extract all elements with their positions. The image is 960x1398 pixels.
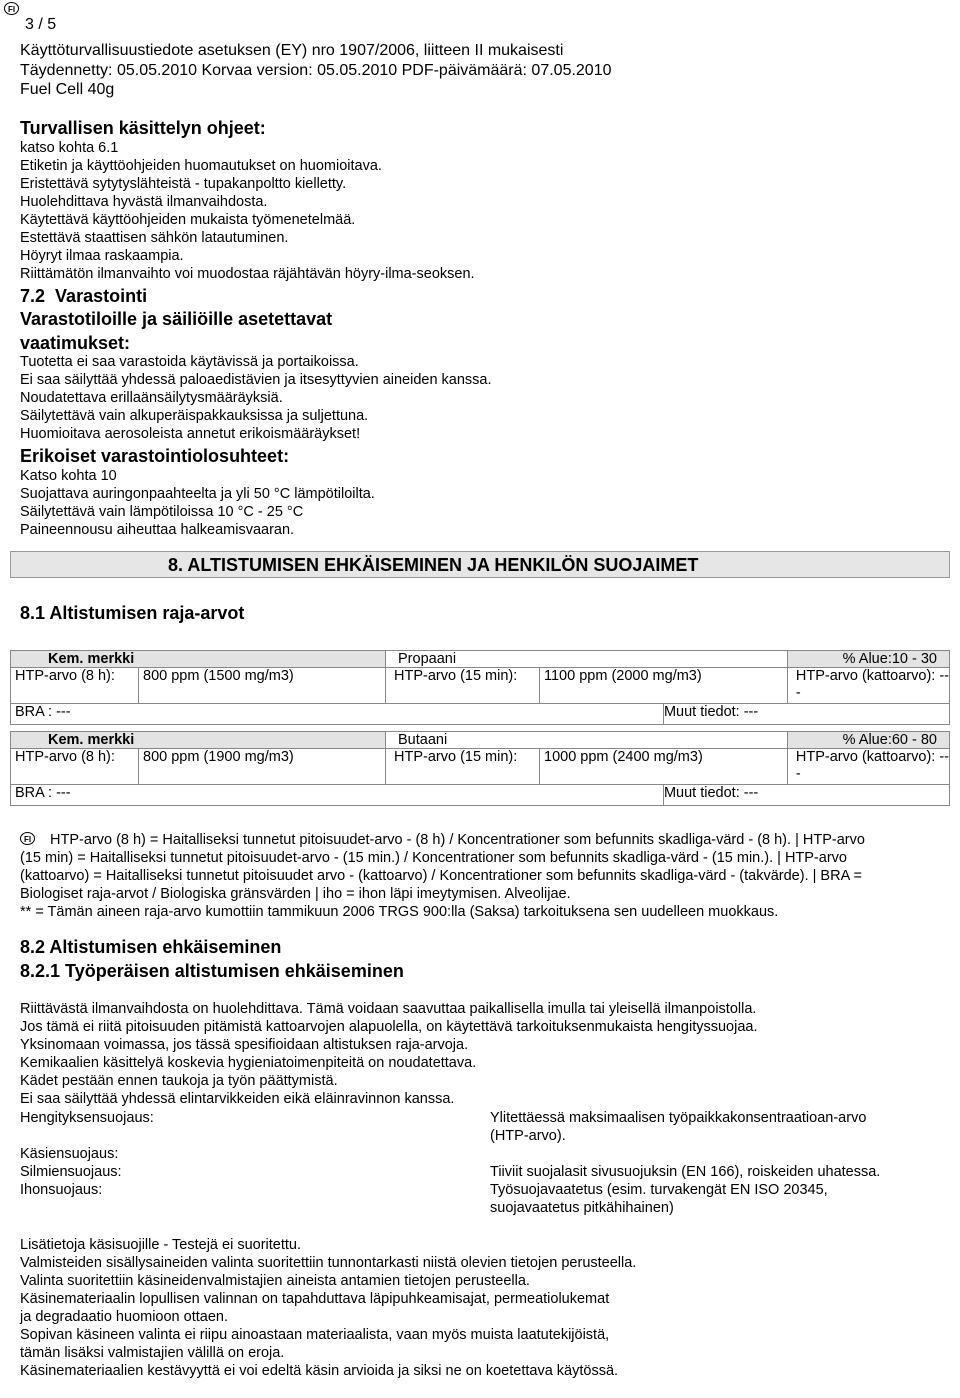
ppe-respiratory-label: Hengityksensuojaus: — [20, 1110, 154, 1126]
ceiling-line: - — [795, 766, 801, 782]
footnote-line: HTP-arvo (8 h) = Haitalliseksi tunnetut pitoisuudet-arvo - (8 h) / Koncentrationer som befunnits skadliga-värd - (8 h). | HTP-arvo — [50, 832, 865, 848]
substance-label: Kem. merkki — [11, 732, 386, 749]
htp15-label: HTP-arvo (15 min): — [386, 668, 540, 704]
section8-band — [10, 551, 950, 578]
substance-range: % Alue:10 - 30 — [787, 651, 949, 668]
footnote-line: ** = Tämän aineen raja-arvo kumottiin tammikuun 2006 TRGS 900:lla (Saksa) tarkoituksena sen uudelleen muokkaus. — [20, 904, 779, 920]
htp15-value: 1100 ppm (2000 mg/m3) — [540, 668, 788, 704]
language-badge-fi-icon: FI — [4, 2, 19, 15]
storage-line: Tuotetta ei saa varastoida käytävissä ja portaikoissa. — [20, 354, 359, 370]
handling-line: katso kohta 6.1 — [20, 140, 119, 156]
storage-line: Säilytettävä vain alkuperäispakkauksissa ja suljettuna. — [20, 408, 369, 424]
product-name: Fuel Cell 40g — [20, 81, 115, 98]
s82-line: Kädet pestään ennen taukoja ja työn päättymistä. — [20, 1073, 338, 1089]
glove-line: Käsinemateriaalien kestävyyttä ei voi edeltä käsin arvioida ja siksi ne on koetettava käytössä. — [20, 1363, 619, 1379]
limit-table-propane — [10, 650, 950, 725]
storage-line: Huomioitava aerosoleista annetut erikoismääräykset! — [20, 426, 361, 442]
s82-line: Jos tämä ei riitä pitoisuuden pitämistä kattoarvojen alapuolella, on käytettävä tarkoituksenmukaista hengityssuojaa. — [20, 1019, 758, 1035]
section821-title: 8.2.1 Työperäisen altistumisen ehkäiseminen — [20, 961, 404, 981]
special-storage-line: Paineennousu aiheuttaa halkeamisvaaran. — [20, 522, 295, 538]
doc-title: Käyttöturvallisuustiedote asetuksen (EY) nro 1907/2006, liitteen II mukaisesti — [20, 42, 564, 59]
special-storage-lines — [20, 467, 375, 539]
ppe-eye-value: Tiiviit suojalasit sivusuojuksin (EN 166), roiskeiden uhatessa. — [490, 1164, 881, 1180]
storage-title: Varastointi — [55, 286, 148, 306]
ppe-skin-value — [490, 1181, 828, 1217]
special-storage-line: Suojattava auringonpaahteelta ja yli 50 °C lämpötiloilta. — [20, 486, 375, 502]
glove-line: tämän lisäksi valmistajien välillä on eroja. — [20, 1345, 285, 1361]
htp15-value: 1000 ppm (2400 mg/m3) — [540, 749, 788, 785]
substance-name: Butaani — [386, 732, 788, 749]
storage-subtitle-2: vaatimukset: — [20, 333, 131, 353]
glove-notes — [20, 1236, 636, 1380]
ppe-skin-label: Ihonsuojaus: — [20, 1182, 103, 1198]
footnote-line: Biologiset raja-arvot / Biologiska gränsvärden | iho = ihon läpi imeytymisen. Alveolijae. — [20, 886, 571, 902]
ppe-value-line: suojavaatetus pitkähihainen) — [490, 1200, 674, 1216]
ceiling-line: HTP-arvo (kattoarvo): -- — [795, 668, 949, 684]
s82-line: Yksinomaan voimassa, jos tässä spesifioidaan altistuksen raja-arvoja. — [20, 1037, 469, 1053]
handling-lines — [20, 139, 475, 283]
handling-line: Riittämätön ilmanvaihto voi muodostaa räjähtävän höyry-ilma-seoksen. — [20, 266, 475, 282]
storage-heading — [20, 285, 147, 307]
bra-value: BRA : --- — [11, 785, 664, 806]
ceiling-value — [787, 749, 949, 785]
bra-value: BRA : --- — [11, 704, 664, 725]
ppe-respiratory-value — [490, 1109, 866, 1145]
substance-range: % Alue:60 - 80 — [787, 732, 949, 749]
ceiling-line: HTP-arvo (kattoarvo): -- — [795, 749, 949, 765]
handling-line: Käytettävä käyttöohjeiden mukaista työmenetelmää. — [20, 212, 356, 228]
ppe-eye-label: Silmiensuojaus: — [20, 1164, 122, 1180]
ceiling-value — [787, 668, 949, 704]
ppe-value-line: (HTP-arvo). — [490, 1128, 566, 1144]
glove-line: Sopivan käsineen valinta ei riipu ainoastaan materiaalista, vaan myös muista laatutekijöistä, — [20, 1327, 610, 1343]
glove-line: Lisätietoja käsisuojille - Testejä ei suoritettu. — [20, 1237, 302, 1253]
handling-line: Etiketin ja käyttöohjeiden huomautukset on huomioitava. — [20, 158, 382, 174]
handling-title: Turvallisen käsittelyn ohjeet: — [20, 118, 266, 138]
storage-line: Ei saa säilyttää yhdessä paloaedistävien ja itsesyttyvien aineiden kanssa. — [20, 372, 492, 388]
s82-lines — [20, 1000, 758, 1108]
s82-line: Kemikaalien käsittelyä koskevia hygieniatoimenpiteitä on noudatettava. — [20, 1055, 477, 1071]
handling-line: Huolehdittava hyvästä ilmanvaihdosta. — [20, 194, 268, 210]
htp15-label: HTP-arvo (15 min): — [386, 749, 540, 785]
ppe-value-line: Työsuojavaatetus (esim. turvakengät EN ISO 20345, — [490, 1182, 828, 1198]
glove-line: Käsinemateriaalin lopullisen valinnan on tapahduttava läpipuhkeamisajat, permeatiolukemat — [20, 1291, 610, 1307]
footnote-line: (15 min) = Haitalliseksi tunnetut pitoisuudet-arvo - (15 min.) / Koncentrationer som befunnits skadliga-värd - (15 min.). | HTP-arvo — [20, 850, 847, 866]
handling-line: Höyryt ilmaa raskaampia. — [20, 248, 184, 264]
footnote-line: (kattoarvo) = Haitalliseksi tunnetut pitoisuudet arvo - (kattoarvo) / Koncentrationer som befunnits skadliga-värd - (takvärde). | BRA = — [20, 868, 862, 884]
storage-lines — [20, 353, 492, 443]
htp8-value: 800 ppm (1500 mg/m3) — [139, 668, 386, 704]
limits-footnote — [20, 831, 950, 921]
section8-title: 8. ALTISTUMISEN EHKÄISEMINEN JA HENKILÖN SUOJAIMET — [168, 555, 699, 575]
storage-number: 7.2 — [20, 286, 46, 306]
other-info: Muut tiedot: --- — [663, 704, 949, 725]
other-info: Muut tiedot: --- — [663, 785, 949, 806]
handling-line: Estettävä staattisen sähkön latautuminen. — [20, 230, 289, 246]
htp8-label: HTP-arvo (8 h): — [11, 668, 139, 704]
section81-title: 8.1 Altistumisen raja-arvot — [20, 603, 245, 623]
glove-line: Valmisteiden sisällysaineiden valinta suoritettiin tunnontarkasti niistä olevien tietojen perusteella. — [20, 1255, 637, 1271]
limit-table-butane — [10, 731, 950, 806]
special-storage-line: Katso kohta 10 — [20, 468, 117, 484]
page-number: 3 / 5 — [25, 16, 57, 33]
glove-line: ja degradaatio huomioon ottaen. — [20, 1309, 228, 1325]
special-storage-title: Erikoiset varastointiolosuhteet: — [20, 446, 290, 466]
doc-dates: Täydennetty: 05.05.2010 Korvaa version: 05.05.2010 PDF-päivämäärä: 07.05.2010 — [20, 62, 612, 79]
storage-line: Noudatettava erillaänsäilytysmääräyksiä. — [20, 390, 283, 406]
special-storage-line: Säilytettävä vain lämpötiloissa 10 °C - 25 °C — [20, 504, 304, 520]
ceiling-line: - — [795, 685, 801, 701]
storage-subtitle-1: Varastotiloille ja säiliöille asetettavat — [20, 309, 333, 329]
s82-line: Riittävästä ilmanvaihdosta on huolehdittava. Tämä voidaan saavuttaa paikallisella imulla tai yleisellä ilmanpoistolla. — [20, 1001, 757, 1017]
fi-badge-icon: FI — [20, 832, 35, 845]
s82-line: Ei saa säilyttää yhdessä elintarvikkeiden eikä eläinravinnon kanssa. — [20, 1091, 455, 1107]
htp8-label: HTP-arvo (8 h): — [11, 749, 139, 785]
ppe-value-line: Ylitettäessä maksimaalisen työpaikkakonsentraatioan-arvo — [490, 1110, 867, 1126]
handling-line: Eristettävä sytytyslähteistä - tupakanpoltto kielletty. — [20, 176, 347, 192]
glove-line: Valinta suoritettiin käsineidenvalmistajien aineista antamien tietojen perusteella. — [20, 1273, 530, 1289]
section82-title: 8.2 Altistumisen ehkäiseminen — [20, 937, 282, 957]
htp8-value: 800 ppm (1900 mg/m3) — [139, 749, 386, 785]
substance-name: Propaani — [386, 651, 788, 668]
substance-label: Kem. merkki — [11, 651, 386, 668]
ppe-hand-label: Käsiensuojaus: — [20, 1146, 119, 1162]
